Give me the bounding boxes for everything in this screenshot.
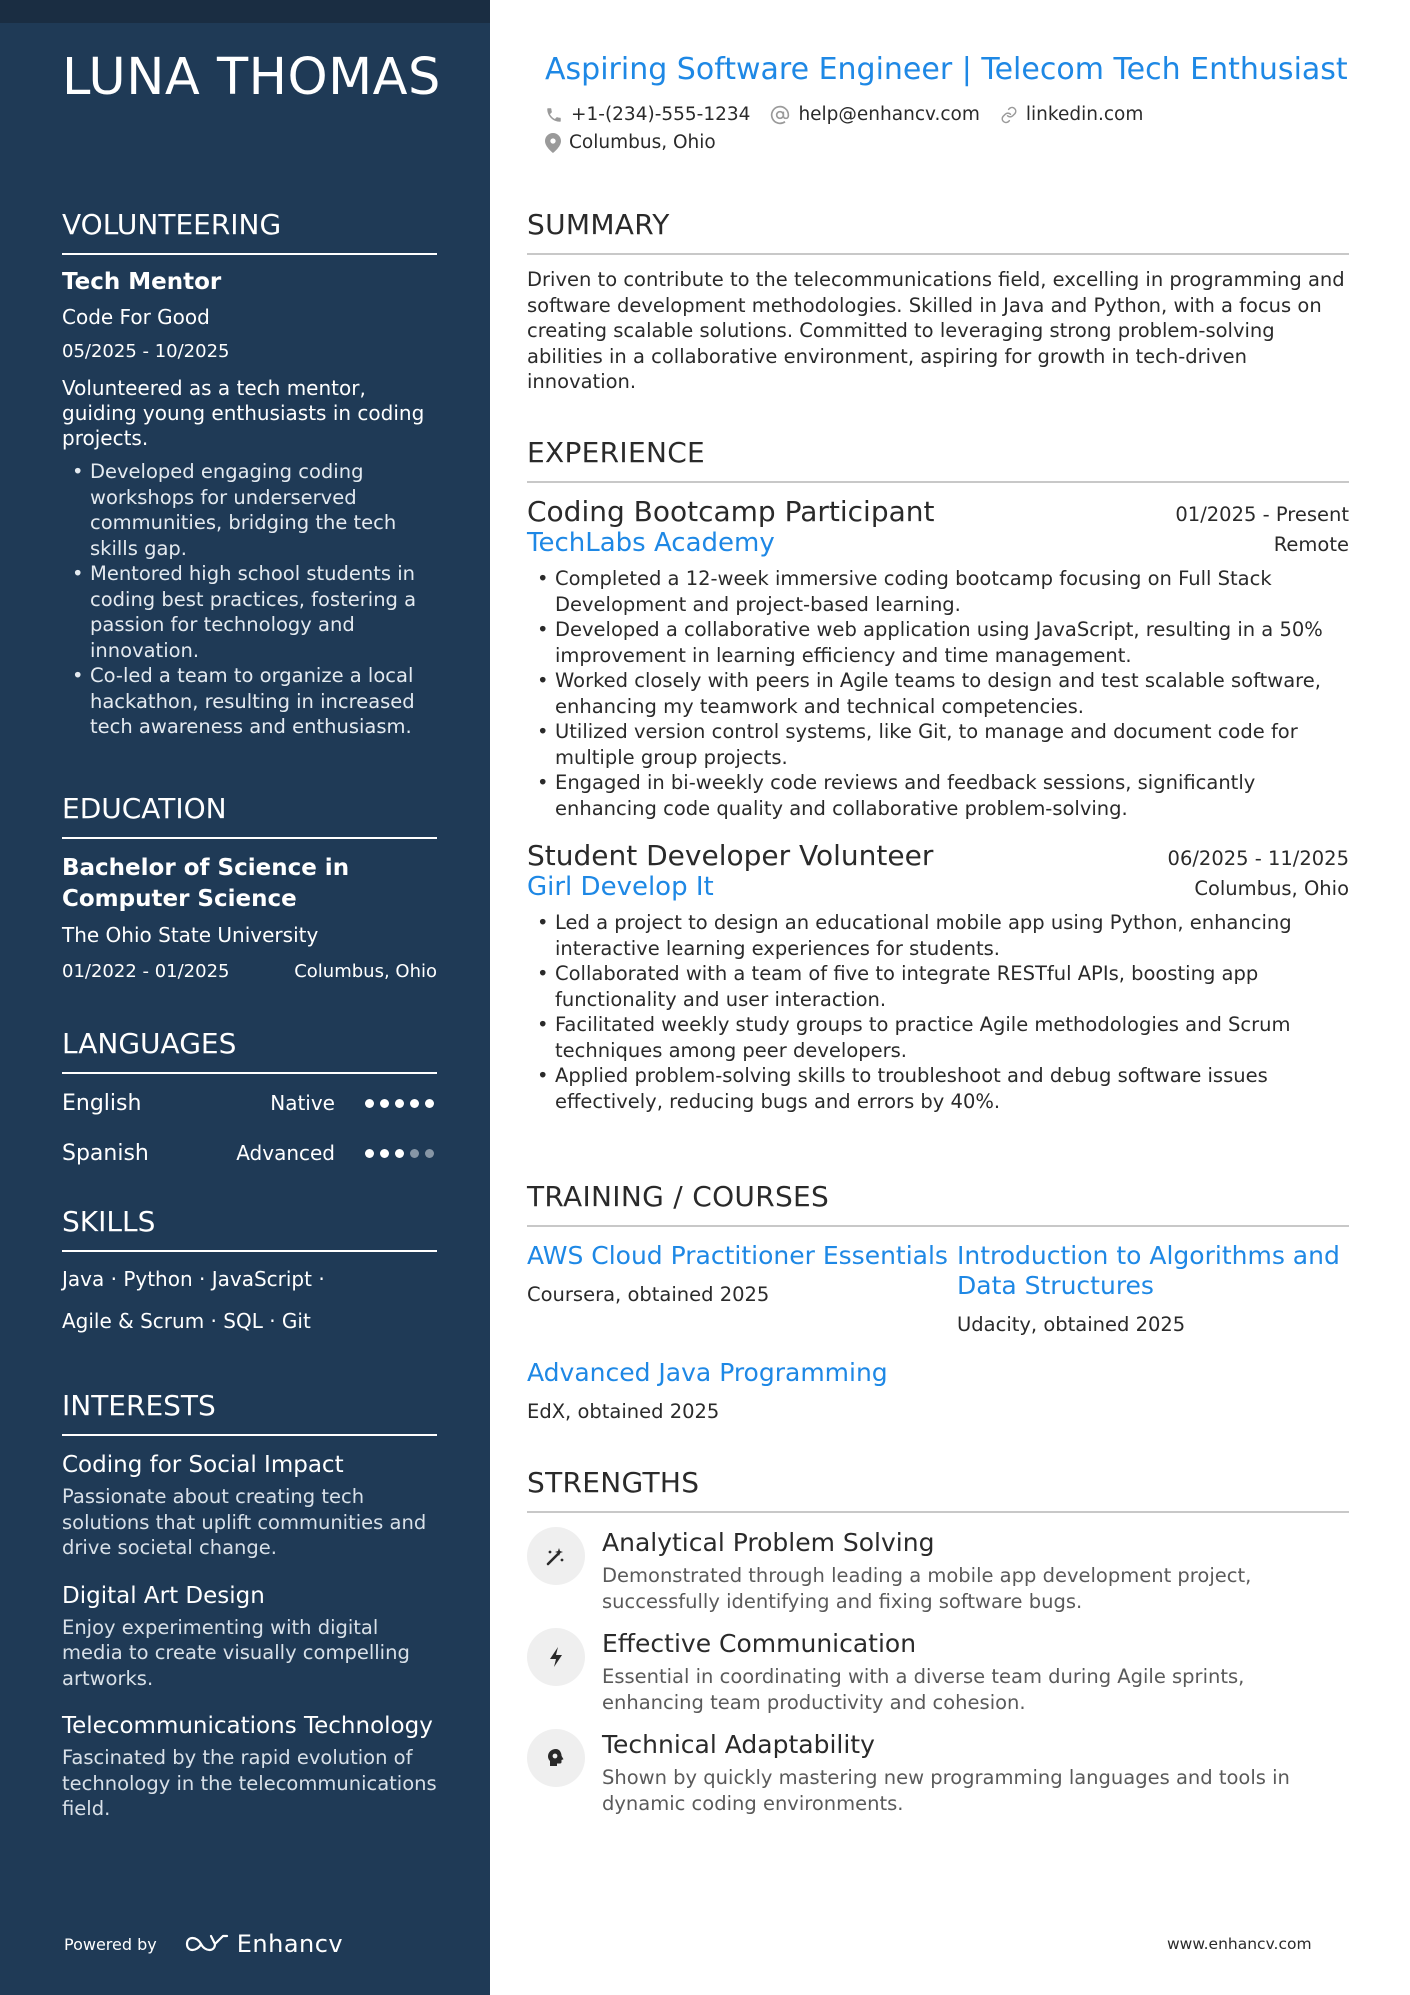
skills-line: Java · Python · JavaScript ·: [62, 1267, 325, 1291]
interest-description: Fascinated by the rapid evolution of technology in the telecommunications field.: [62, 1746, 437, 1820]
location-text: Columbus, Ohio: [569, 132, 716, 153]
rating-dot: [380, 1099, 389, 1108]
training-heading: TRAINING / COURSES: [527, 1180, 1349, 1227]
interest-description: Enjoy experimenting with digital media to create visually compelling artworks.: [62, 1615, 410, 1690]
language-name: English: [62, 1090, 142, 1116]
volunteer-bullets: [62, 459, 437, 740]
link-icon: [1000, 106, 1018, 124]
headline: Aspiring Software Engineer | Telecom Tech Enthusiast: [545, 52, 1348, 87]
contact-email[interactable]: [770, 104, 979, 125]
volunteer-role: Tech Mentor: [62, 269, 222, 295]
job-bullets: [527, 910, 1349, 1114]
course-title: Introduction to Algorithms and Data Structures: [957, 1241, 1340, 1300]
strength-title: Technical Adaptability: [602, 1730, 875, 1759]
job-location: Columbus, Ohio: [1194, 877, 1349, 900]
skills-heading: SKILLS: [62, 1205, 437, 1252]
powered-by-label: Powered by: [64, 1934, 157, 1954]
strength-text: [602, 1628, 1349, 1715]
job-company: Girl Develop It: [527, 872, 714, 902]
rating-dot: [425, 1149, 434, 1158]
strength-description: Demonstrated through leading a mobile app development project, successfully identifying and fixing software bugs.: [602, 1564, 1252, 1613]
contact-location-row: [545, 132, 716, 153]
email-address: help@enhancv.com: [798, 104, 980, 125]
strength-item: [527, 1628, 1349, 1715]
job-company: TechLabs Academy: [527, 528, 775, 558]
list-item: • Developed engaging coding workshops for underserved communities, bridging the tech skills gap.: [62, 459, 437, 561]
course-title: AWS Cloud Practitioner Essentials: [527, 1241, 948, 1270]
head-brain-icon: [527, 1729, 585, 1787]
rating-dot: [365, 1149, 374, 1158]
course-title: Advanced Java Programming: [527, 1358, 888, 1387]
language-level: Native: [270, 1091, 335, 1115]
enhancv-brand: Enhancv: [236, 1930, 344, 1958]
volunteering-heading: VOLUNTEERING: [62, 208, 437, 255]
rating-dot: [410, 1099, 419, 1108]
contact-location: [545, 132, 716, 153]
list-item: • Mentored high school students in coding best practices, fostering a passion for technology and innovation.: [62, 561, 437, 663]
skills-section: [62, 1205, 437, 1342]
course-grid: [527, 1241, 1349, 1423]
language-row: [62, 1128, 437, 1178]
enhancv-logo-icon: [183, 1932, 229, 1956]
website-link[interactable]: www.enhancv.com: [1167, 1935, 1312, 1953]
languages-heading: LANGUAGES: [62, 1027, 437, 1074]
candidate-name: LUNA THOMAS: [62, 48, 441, 107]
list-item: • Co-led a team to organize a local hackathon, resulting in increased tech awareness and enthusiasm.: [62, 663, 437, 740]
job-entry: [527, 839, 1349, 1114]
strengths-heading: STRENGTHS: [527, 1466, 1349, 1513]
strength-description: Shown by quickly mastering new programming languages and tools in dynamic coding environments.: [602, 1766, 1290, 1815]
course-meta: Coursera, obtained 2025: [527, 1283, 770, 1306]
list-item: • Utilized version control systems, like Git, to manage and document code for multiple group projects.: [527, 719, 1349, 770]
list-item: • Developed a collaborative web application using JavaScript, resulting in a 50% improvement in learning efficiency and time management.: [527, 617, 1349, 668]
language-level: Advanced: [236, 1141, 335, 1165]
job-date: 06/2025 - 11/2025: [1167, 847, 1349, 870]
education-school: The Ohio State University: [62, 923, 319, 947]
rating-dot: [425, 1099, 434, 1108]
summary-section: [527, 208, 1349, 395]
contact-linkedin[interactable]: [1000, 104, 1143, 125]
list-item: • Worked closely with peers in Agile teams to design and test scalable software, enhancing my teamwork and technical competencies.: [527, 668, 1349, 719]
job-bullets: [527, 566, 1349, 821]
language-row: [62, 1078, 437, 1128]
volunteering-section: [62, 208, 437, 740]
rating-dot: [365, 1099, 374, 1108]
list-item: • Facilitated weekly study groups to practice Agile methodologies and Scrum techniques among peer developers.: [527, 1012, 1349, 1063]
strength-item: [527, 1729, 1349, 1816]
course-item: [527, 1358, 957, 1423]
job-date: 01/2025 - Present: [1175, 503, 1349, 526]
powered-by: [64, 1930, 343, 1958]
job-entry: [527, 495, 1349, 821]
education-section: [62, 792, 437, 982]
rating-dot: [410, 1149, 419, 1158]
experience-section: [527, 436, 1349, 1132]
summary-text: Driven to contribute to the telecommunications field, excelling in programming and software development methodologies. Skilled in Java and Python, with a focus on creating scalable solutions. Committed to leveraging strong problem-solving abilities in a collaborative environment, aspiring for growth in tech-driven innovation.: [527, 268, 1345, 393]
education-degree: Bachelor of Science in Computer Science: [62, 855, 350, 912]
interest-title: Digital Art Design: [62, 1582, 265, 1609]
education-date: 01/2022 - 01/2025: [62, 961, 230, 982]
job-subheader: [527, 872, 1349, 902]
languages-section: [62, 1027, 437, 1178]
sidebar-top-strip: [0, 0, 490, 23]
contact-phone: [545, 104, 750, 125]
education-meta: [62, 961, 437, 982]
skills-line: Agile & Scrum · SQL · Git: [62, 1309, 311, 1333]
list-item: • Led a project to design an educational mobile app using Python, enhancing interactive learning experiences for students.: [527, 910, 1349, 961]
job-title: Student Developer Volunteer: [527, 839, 934, 872]
interests-heading: INTERESTS: [62, 1389, 437, 1436]
strength-title: Effective Communication: [602, 1629, 917, 1658]
sidebar: [0, 0, 490, 1995]
course-meta: Udacity, obtained 2025: [957, 1313, 1186, 1336]
contact-row: [545, 104, 1143, 125]
strength-title: Analytical Problem Solving: [602, 1528, 935, 1557]
magic-wand-icon: [527, 1527, 585, 1585]
list-item: • Completed a 12-week immersive coding bootcamp focusing on Full Stack Development and project-based learning.: [527, 566, 1349, 617]
volunteer-date: 05/2025 - 10/2025: [62, 341, 230, 362]
interest-title: Coding for Social Impact: [62, 1452, 344, 1478]
enhancv-logo[interactable]: [183, 1930, 343, 1958]
language-rating: [365, 1149, 437, 1158]
experience-heading: EXPERIENCE: [527, 436, 1349, 483]
strength-text: [602, 1729, 1349, 1816]
education-heading: EDUCATION: [62, 792, 437, 839]
strength-description: Essential in coordinating with a diverse team during Agile sprints, enhancing team productivity and cohesion.: [602, 1665, 1245, 1714]
strength-item: [527, 1527, 1349, 1614]
strengths-section: [527, 1466, 1349, 1830]
interest-description: Passionate about creating tech solutions that uplift communities and drive societal change.: [62, 1485, 427, 1559]
rating-dot: [380, 1149, 389, 1158]
job-header: [527, 495, 1349, 528]
job-title: Coding Bootcamp Participant: [527, 495, 935, 528]
language-rating: [365, 1099, 437, 1108]
list-item: • Collaborated with a team of five to integrate RESTful APIs, boosting app functionality and user interaction.: [527, 961, 1349, 1012]
course-meta: EdX, obtained 2025: [527, 1400, 720, 1423]
language-name: Spanish: [62, 1140, 149, 1166]
job-location: Remote: [1273, 533, 1349, 556]
at-sign-icon: [770, 105, 790, 125]
list-item: • Engaged in bi-weekly code reviews and feedback sessions, significantly enhancing code quality and collaborative problem-solving.: [527, 770, 1349, 821]
rating-dot: [395, 1149, 404, 1158]
training-section: [527, 1180, 1349, 1423]
job-subheader: [527, 528, 1349, 558]
summary-heading: SUMMARY: [527, 208, 1349, 255]
course-item: [527, 1241, 957, 1336]
rating-dot: [395, 1099, 404, 1108]
lightning-bolt-icon: [527, 1628, 585, 1686]
phone-icon: [545, 106, 563, 124]
education-location: Columbus, Ohio: [294, 961, 437, 982]
phone-number: +1-(234)-555-1234: [571, 104, 751, 125]
list-item: • Applied problem-solving skills to troubleshoot and debug software issues effectively, reducing bugs and errors by 40%.: [527, 1063, 1349, 1114]
volunteer-org: Code For Good: [62, 305, 210, 329]
strength-text: [602, 1527, 1349, 1614]
map-pin-icon: [545, 133, 561, 153]
interests-section: [62, 1389, 437, 1842]
volunteer-description: Volunteered as a tech mentor, guiding young enthusiasts in coding projects.: [62, 376, 425, 450]
course-item: [957, 1241, 1349, 1336]
interest-title: Telecommunications Technology: [62, 1713, 433, 1739]
job-header: [527, 839, 1349, 872]
linkedin-url: linkedin.com: [1025, 104, 1144, 125]
